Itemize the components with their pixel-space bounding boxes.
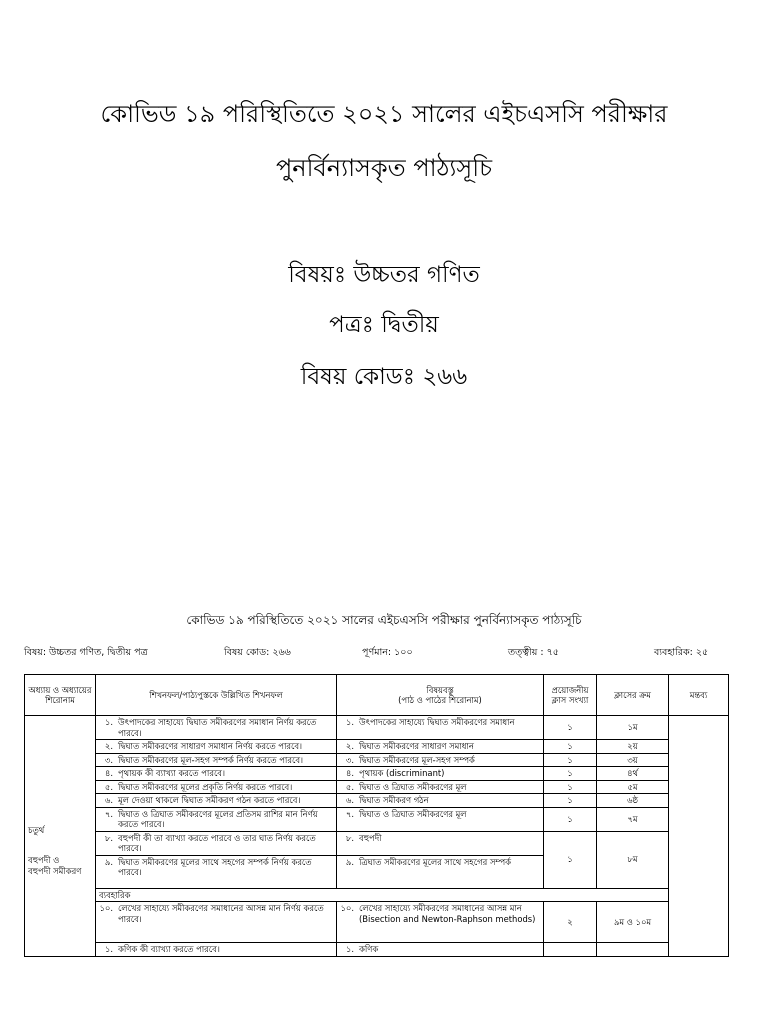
content-cell bbox=[337, 855, 544, 888]
outcome-number: ১. bbox=[104, 717, 113, 727]
content-text: দ্বিঘাত সমীকরণ গঠন bbox=[359, 795, 429, 805]
header-outcomes: শিখনফল/পাঠ্যপুস্তকে উল্লিখিত শিখনফল bbox=[96, 675, 337, 716]
meta-subject: বিষয়: উচ্চতর গণিত, দ্বিতীয় পত্র bbox=[24, 647, 148, 658]
outcome-number: ৬. bbox=[104, 795, 113, 805]
outcome-cell bbox=[96, 943, 337, 957]
table-header-row bbox=[25, 675, 729, 716]
outcome-cell bbox=[96, 831, 337, 855]
content-text: কণিক bbox=[359, 944, 379, 954]
content-cell bbox=[337, 740, 544, 754]
outcome-cell bbox=[96, 767, 337, 781]
meta-theory: তত্ত্বীয় : ৭৫ bbox=[508, 647, 559, 658]
classes-cell: ১ bbox=[544, 831, 597, 888]
header-classes: প্রয়োজনীয় ক্লাস সংখ্যা bbox=[544, 675, 597, 716]
content-number: ৬. bbox=[345, 795, 354, 805]
order-cell: ৭ম bbox=[597, 807, 669, 831]
order-cell: ৮ম bbox=[597, 831, 669, 888]
outcome-text: দ্বিঘাত সমীকরণের মূলের সাথে সহগের সম্পর্ক নির্ণয় করতে পারবে। bbox=[118, 856, 312, 877]
outcome-number: ২. bbox=[104, 741, 113, 751]
content-text: ত্রিঘাত সমীকরণের মূলের সাথে সহগের সম্পর্ক bbox=[359, 856, 511, 867]
outcome-number: ৫. bbox=[104, 781, 113, 792]
content-cell bbox=[337, 767, 544, 781]
table-row bbox=[25, 943, 729, 957]
content-number: ৯. bbox=[345, 856, 354, 867]
content-cell bbox=[337, 831, 544, 855]
content-number: ৮. bbox=[345, 832, 354, 843]
cover-subject: বিষয়ঃ উচ্চতর গণিত bbox=[288, 262, 480, 288]
content-text: উৎপাদকের সাহায্যে দ্বিঘাত সমীকরণের সমাধান bbox=[359, 717, 515, 727]
outcome-number: ৯. bbox=[104, 856, 113, 867]
content-text: দ্বিঘাত সমীকরণের মূল-সহগ সম্পর্ক bbox=[359, 754, 475, 765]
content-number: ৪. bbox=[345, 768, 354, 778]
outcome-text: দ্বিঘাত ও ত্রিঘাত সমীকরণের মূলের প্রতিসম রাশির মান নির্ণয় করতে পারবে। bbox=[118, 808, 318, 829]
meta-code: বিষয় কোড: ২৬৬ bbox=[224, 647, 291, 658]
outcome-cell bbox=[96, 716, 337, 740]
header-chapter: অধ্যায় ও অধ্যায়ের শিরোনাম bbox=[25, 675, 96, 716]
content-text: দ্বিঘাত ও ত্রিঘাত সমীকরণের মূল bbox=[359, 808, 467, 819]
order-cell: ১ম bbox=[597, 716, 669, 740]
outcome-text: দ্বিঘাত সমীকরণের মূলের প্রকৃতি নির্ণয় করতে পারবে। bbox=[118, 781, 293, 792]
classes-cell: ১ bbox=[544, 716, 597, 740]
order-cell: ৬ষ্ঠ bbox=[597, 794, 669, 808]
outcome-number: ৮. bbox=[104, 832, 113, 843]
content-text: দ্বিঘাত ও ত্রিঘাত সমীকরণের মূল bbox=[359, 781, 467, 792]
classes-cell: ১ bbox=[544, 794, 597, 808]
meta-full-marks: পূর্ণমান: ১০০ bbox=[362, 647, 413, 658]
content-cell bbox=[337, 943, 544, 957]
classes-cell: ২ bbox=[544, 902, 597, 943]
meta-practical: ব্যবহারিক: ২৫ bbox=[654, 647, 709, 658]
outcome-text: পৃথায়ক কী ব্যাখ্যা করতে পারবে। bbox=[118, 768, 225, 778]
content-text: পৃথায়ক (discriminant) bbox=[359, 768, 445, 778]
chapter-number: চতুর্থ bbox=[28, 824, 45, 835]
content-text: দ্বিঘাত সমীকরণের সাধারণ সমাধান bbox=[359, 741, 474, 751]
outcome-text: দ্বিঘাত সমীকরণের মূল-সহগ সম্পর্ক নির্ণয় করতে পারবে। bbox=[118, 754, 303, 765]
cover-title-line-2: পুনর্বিন্যাসকৃত পাঠ্যসূচি bbox=[275, 154, 493, 182]
outcome-text: মূল দেওয়া থাকলে দ্বিঘাত সমীকরণ গঠন করতে পারবে। bbox=[118, 795, 301, 805]
outcome-number: ৭. bbox=[104, 808, 113, 819]
content-number: ৩. bbox=[345, 754, 354, 765]
table-row bbox=[25, 780, 729, 794]
chapter-cell bbox=[25, 716, 96, 957]
outcome-text: উৎপাদকের সাহায্যে দ্বিঘাত সমীকরণের সমাধান নির্ণয় করতে পারবে। bbox=[118, 717, 317, 738]
cover-subject-code: বিষয় কোডঃ ২৬৬ bbox=[300, 364, 468, 390]
content-number: ৫. bbox=[345, 781, 354, 792]
outcome-text: লেখের সাহায্যে সমীকরণের সমাধানের আসন্ন মান নির্ণয় করতে পারবে। bbox=[118, 903, 324, 924]
table-row bbox=[25, 794, 729, 808]
outcome-number: ৩. bbox=[104, 754, 113, 765]
content-text: লেখের সাহায্যে সমীকরণের সমাধানের আসন্ন মান (Bisection and Newton-Raphson methods) bbox=[359, 903, 536, 924]
content-number: ৭. bbox=[345, 808, 354, 819]
content-cell bbox=[337, 807, 544, 831]
content-text: বহুপদী bbox=[359, 832, 382, 843]
practical-label: ব্যবহারিক bbox=[96, 888, 669, 902]
content-cell bbox=[337, 716, 544, 740]
header-content-line-1: বিষয়বস্তু bbox=[426, 684, 454, 695]
content-number: ১০. bbox=[340, 903, 354, 913]
order-cell: ৪র্থ bbox=[597, 767, 669, 781]
classes-cell bbox=[544, 943, 597, 957]
order-cell bbox=[597, 943, 669, 957]
chapter-title-line-1: বহুপদী ও bbox=[28, 855, 60, 865]
classes-cell: ১ bbox=[544, 740, 597, 754]
outcome-cell bbox=[96, 780, 337, 794]
content-number: ২. bbox=[345, 741, 354, 751]
outcome-cell bbox=[96, 740, 337, 754]
classes-cell: ১ bbox=[544, 767, 597, 781]
header-remarks: মন্তব্য bbox=[669, 675, 729, 716]
outcome-cell bbox=[96, 902, 337, 943]
outcome-number: ১০. bbox=[99, 903, 113, 913]
order-cell: ৩য় bbox=[597, 753, 669, 767]
outcome-number: ৪. bbox=[104, 768, 113, 778]
content-cell bbox=[337, 753, 544, 767]
syllabus-table bbox=[24, 674, 729, 957]
header-order: ক্লাসের ক্রম bbox=[597, 675, 669, 716]
order-cell: ৯ম ও ১০ম bbox=[597, 902, 669, 943]
content-cell bbox=[337, 794, 544, 808]
content-cell bbox=[337, 780, 544, 794]
outcome-cell bbox=[96, 794, 337, 808]
remarks-cell bbox=[669, 716, 729, 957]
chapter-title-line-2: বহুপদী সমীকরণ bbox=[28, 865, 82, 876]
content-cell bbox=[337, 902, 544, 943]
practical-label-row bbox=[25, 888, 729, 902]
classes-cell: ১ bbox=[544, 780, 597, 794]
content-number: ১. bbox=[345, 717, 354, 727]
outcome-cell bbox=[96, 855, 337, 888]
outcome-text: কণিক কী ব্যাখ্যা করতে পারবে। bbox=[118, 944, 220, 954]
outcome-text: বহুপদী কী তা ব্যাখ্যা করতে পারবে ও তার ঘাত নির্ণয় করতে পারবে। bbox=[118, 832, 316, 853]
table-row bbox=[25, 902, 729, 943]
outcome-cell bbox=[96, 807, 337, 831]
header-content bbox=[337, 675, 544, 716]
classes-cell: ১ bbox=[544, 807, 597, 831]
table-row bbox=[25, 807, 729, 831]
table-row bbox=[25, 716, 729, 740]
outcome-number: ১. bbox=[104, 944, 113, 954]
order-cell: ২য় bbox=[597, 740, 669, 754]
order-cell: ৫ম bbox=[597, 780, 669, 794]
cover-title-line-1: কোভিড ১৯ পরিস্থিতিতে ২০২১ সালের এইচএসসি পরীক্ষার bbox=[100, 100, 668, 128]
classes-cell: ১ bbox=[544, 753, 597, 767]
content-number: ১. bbox=[345, 944, 354, 954]
table-row bbox=[25, 740, 729, 754]
header-content-line-2: (পাঠ ও পাঠের শিরোনাম) bbox=[398, 695, 482, 705]
table-row bbox=[25, 767, 729, 781]
table-row bbox=[25, 753, 729, 767]
outcome-text: দ্বিঘাত সমীকরণের সাধারণ সমাধান নির্ণয় করতে পারবে। bbox=[118, 741, 303, 751]
outcome-cell bbox=[96, 753, 337, 767]
syllabus-heading: কোভিড ১৯ পরিস্থিতিতে ২০২১ সালের এইচএসসি পরীক্ষার পুনর্বিন্যাসকৃত পাঠ্যসূচি bbox=[186, 613, 582, 627]
cover-paper: পত্রঃ দ্বিতীয় bbox=[329, 312, 439, 338]
table-row bbox=[25, 831, 729, 855]
